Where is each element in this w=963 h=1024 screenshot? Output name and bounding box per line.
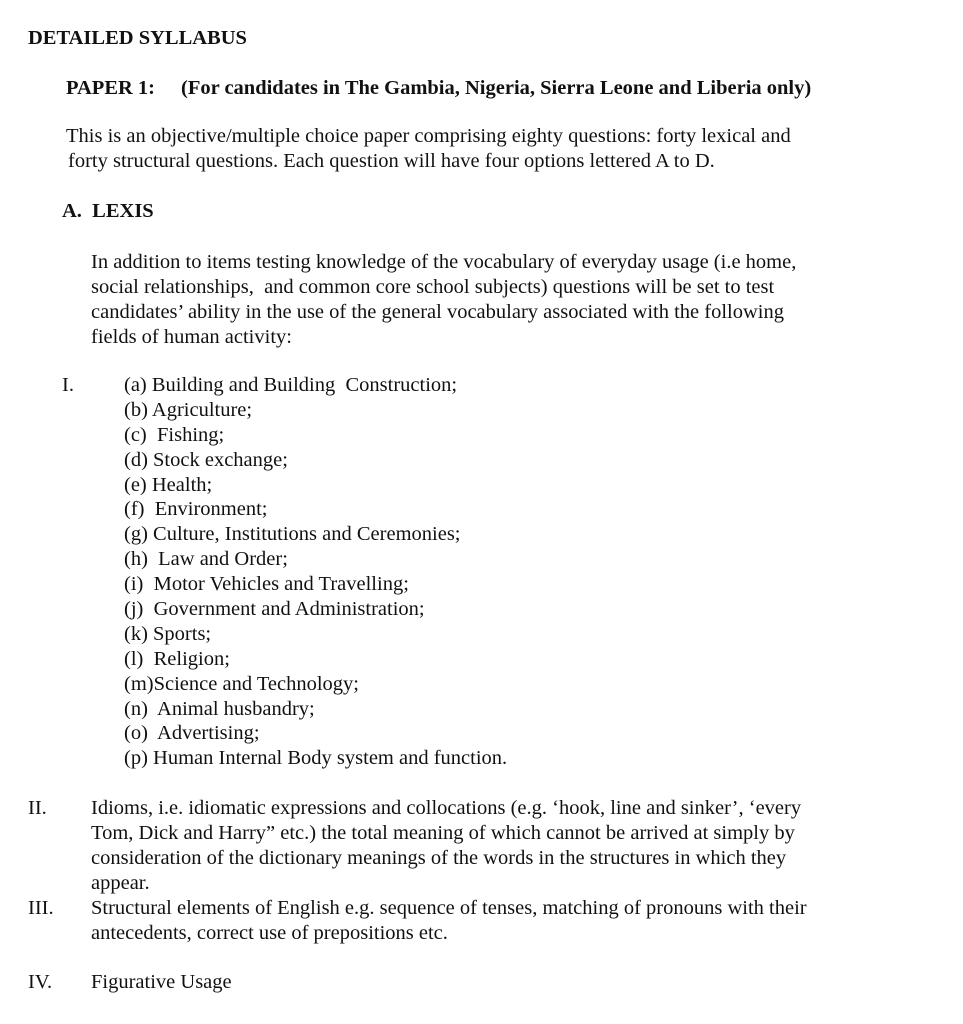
paragraph-line: This is an objective/multiple choice paper comprising eighty questions: forty lexical and — [66, 125, 791, 147]
list-item: (l) Religion; — [124, 647, 230, 670]
list-item: (n) Animal husbandry; — [124, 697, 315, 720]
activity-fields-list — [124, 373, 507, 771]
paragraph-line: consideration of the dictionary meanings of the words in the structures in which they — [91, 847, 787, 869]
paper-scope: (For candidates in The Gambia, Nigeria, Sierra Leone and Liberia only) — [181, 77, 812, 99]
paragraph-line: Idioms, i.e. idiomatic expressions and collocations (e.g. ‘hook, line and sinker’, ‘every — [91, 797, 802, 819]
list-item: (j) Government and Administration; — [124, 598, 425, 621]
paper-label: PAPER 1: — [66, 77, 156, 99]
paragraph-line: Tom, Dick and Harry” etc.) the total meaning of which cannot be arrived at simply by — [91, 822, 795, 844]
list-item: (d) Stock exchange; — [124, 448, 288, 471]
lexis-heading: A. LEXIS — [62, 200, 154, 222]
section-numeral-iii: III. — [28, 897, 54, 919]
list-item: (f) Environment; — [124, 498, 268, 521]
list-item: (c) Fishing; — [124, 423, 225, 446]
paragraph-line: fields of human activity: — [91, 326, 292, 348]
list-item: (g) Culture, Institutions and Ceremonies; — [124, 523, 461, 546]
paragraph-line: In addition to items testing knowledge of the vocabulary of everyday usage (i.e home, — [91, 251, 797, 273]
section-numeral-iv: IV. — [28, 971, 53, 993]
paragraph-line: candidates’ ability in the use of the general vocabulary associated with the following — [91, 301, 784, 323]
figurative-usage-text: Figurative Usage — [91, 971, 232, 993]
section-numeral-ii: II. — [28, 797, 47, 819]
paragraph-line: forty structural questions. Each question will have four options lettered A to D. — [68, 150, 715, 172]
paragraph-line: social relationships, and common core school subjects) questions will be set to test — [91, 276, 775, 298]
section-numeral-i: I. — [62, 374, 74, 396]
page-heading: DETAILED SYLLABUS — [28, 27, 247, 49]
list-item: (k) Sports; — [124, 622, 212, 645]
paragraph-line: appear. — [91, 872, 150, 894]
paper-intro-paragraph — [66, 124, 791, 174]
lexis-intro-paragraph — [91, 250, 796, 350]
list-item: (b) Agriculture; — [124, 398, 253, 421]
list-item: (h) Law and Order; — [124, 548, 288, 571]
paragraph-line: antecedents, correct use of prepositions etc. — [91, 922, 448, 944]
list-item: (p) Human Internal Body system and function. — [124, 747, 508, 770]
list-item: (i) Motor Vehicles and Travelling; — [124, 573, 409, 596]
paragraph-line: Structural elements of English e.g. sequence of tenses, matching of pronouns with their — [91, 897, 807, 919]
list-item: (a) Building and Building Construction; — [124, 374, 458, 396]
structural-elements-paragraph — [91, 896, 807, 946]
idioms-paragraph — [91, 796, 801, 896]
list-item: (e) Health; — [124, 473, 213, 496]
list-item: (m)Science and Technology; — [124, 672, 359, 695]
list-item: (o) Advertising; — [124, 722, 260, 745]
